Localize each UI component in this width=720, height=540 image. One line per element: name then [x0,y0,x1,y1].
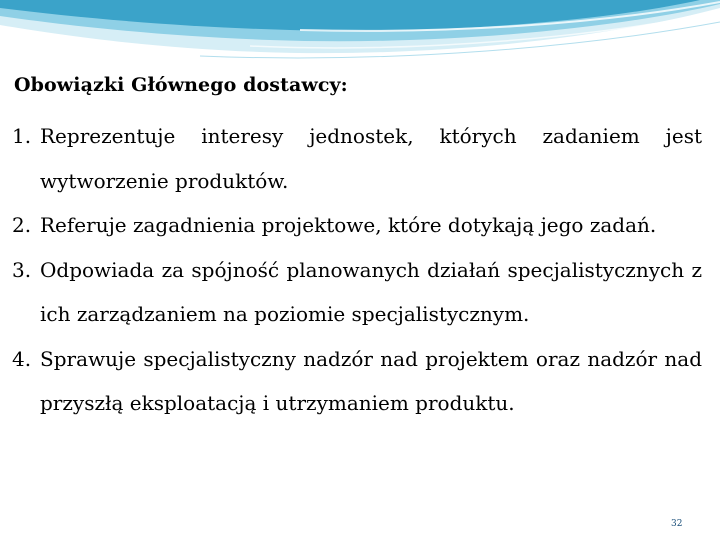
slide-heading: Obowiązki Głównego dostawcy: [14,74,348,96]
page-number: 32 [671,519,683,529]
list-item [12,114,702,203]
list-item-text: Reprezentuje interesy jednostek, których zadaniem jest wytworzenie produktów. [40,124,702,193]
list-item [12,203,702,248]
list-item-number: 1. [12,124,32,148]
list-item-text: Sprawuje specjalistyczny nadzór nad projektem oraz nadzór nad przyszłą eksploatacją i utrzymaniem produktu. [40,346,702,415]
list-item-number: 4. [12,346,32,371]
duties-list [12,114,702,426]
list-item-number: 2. [12,213,32,237]
list-item [12,337,702,426]
list-item-text: Odpowiada za spójność planowanych działań specjalistycznych z ich zarządzaniem na poziomie specjalistycznym. [40,257,702,326]
header-wave-decoration [0,0,720,70]
list-item-number: 3. [12,257,32,282]
list-item-text: Referuje zagadnienia projektowe, które dotykają jego zadań. [40,213,657,237]
list-item [12,248,702,337]
